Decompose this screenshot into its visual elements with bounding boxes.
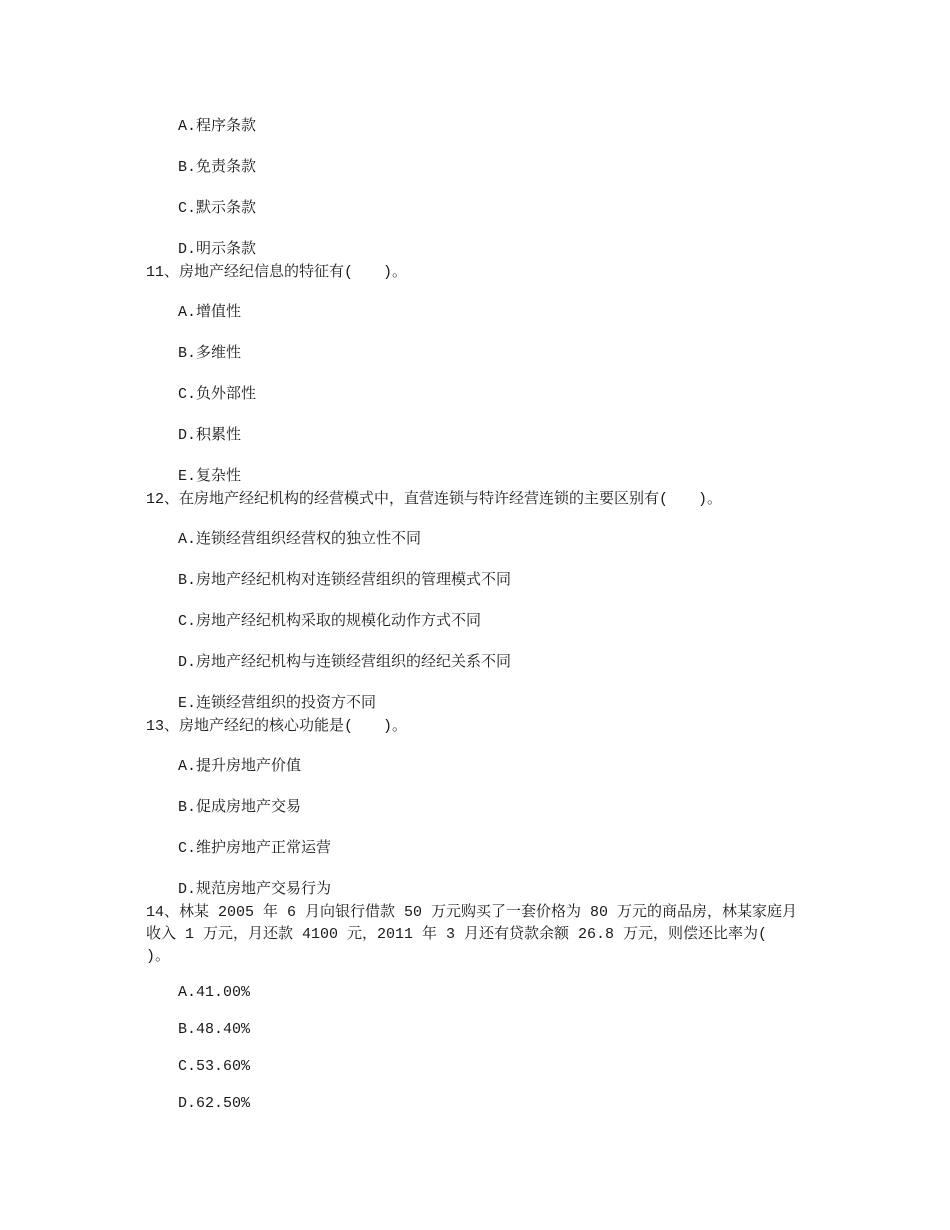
q14-option-a: A.41.00% — [178, 984, 251, 1001]
q11-stem: 11、房地产经纪信息的特征有( )。 — [146, 264, 408, 281]
q13-option-d: D.规范房地产交易行为 — [178, 881, 332, 898]
q12-stem: 12、在房地产经纪机构的经营模式中，直营连锁与特许经营连锁的主要区别有( )。 — [146, 491, 723, 508]
q13-option-a: A.提升房地产价值 — [178, 758, 302, 775]
q14-stem-line: 收入 1 万元，月还款 4100 元，2011 年 3 月还有贷款余额 26.8 万元，则偿还比率为( — [146, 926, 768, 943]
q14-option-b: B.48.40% — [178, 1021, 251, 1038]
q14-stem-line: )。 — [146, 948, 171, 965]
q10-option-d: D.明示条款 — [178, 241, 257, 258]
q11-option-b: B.多维性 — [178, 345, 242, 362]
q13-option-b: B.促成房地产交易 — [178, 799, 302, 816]
q10-option-c: C.默示条款 — [178, 200, 257, 217]
q14-stem-line: 14、林某 2005 年 6 月向银行借款 50 万元购买了一套价格为 80 万元的商品房，林某家庭月 — [146, 904, 798, 921]
q14-option-c: C.53.60% — [178, 1058, 251, 1075]
q12-option-b: B.房地产经纪机构对连锁经营组织的管理模式不同 — [178, 572, 512, 589]
q12-option-e: E.连锁经营组织的投资方不同 — [178, 695, 377, 712]
q10-option-a: A.程序条款 — [178, 118, 257, 135]
q12-option-c: C.房地产经纪机构采取的规模化动作方式不同 — [178, 613, 482, 630]
q12-option-d: D.房地产经纪机构与连锁经营组织的经纪关系不同 — [178, 654, 512, 671]
q13-option-c: C.维护房地产正常运营 — [178, 840, 332, 857]
q11-option-a: A.增值性 — [178, 304, 242, 321]
q11-option-c: C.负外部性 — [178, 386, 257, 403]
q10-option-b: B.免责条款 — [178, 159, 257, 176]
q12-option-a: A.连锁经营组织经营权的独立性不同 — [178, 531, 422, 548]
q14-stem — [146, 902, 806, 968]
q13-stem: 13、房地产经纪的核心功能是( )。 — [146, 718, 408, 735]
q11-option-d: D.积累性 — [178, 427, 242, 444]
q14-option-d: D.62.50% — [178, 1095, 251, 1112]
q11-option-e: E.复杂性 — [178, 468, 242, 485]
